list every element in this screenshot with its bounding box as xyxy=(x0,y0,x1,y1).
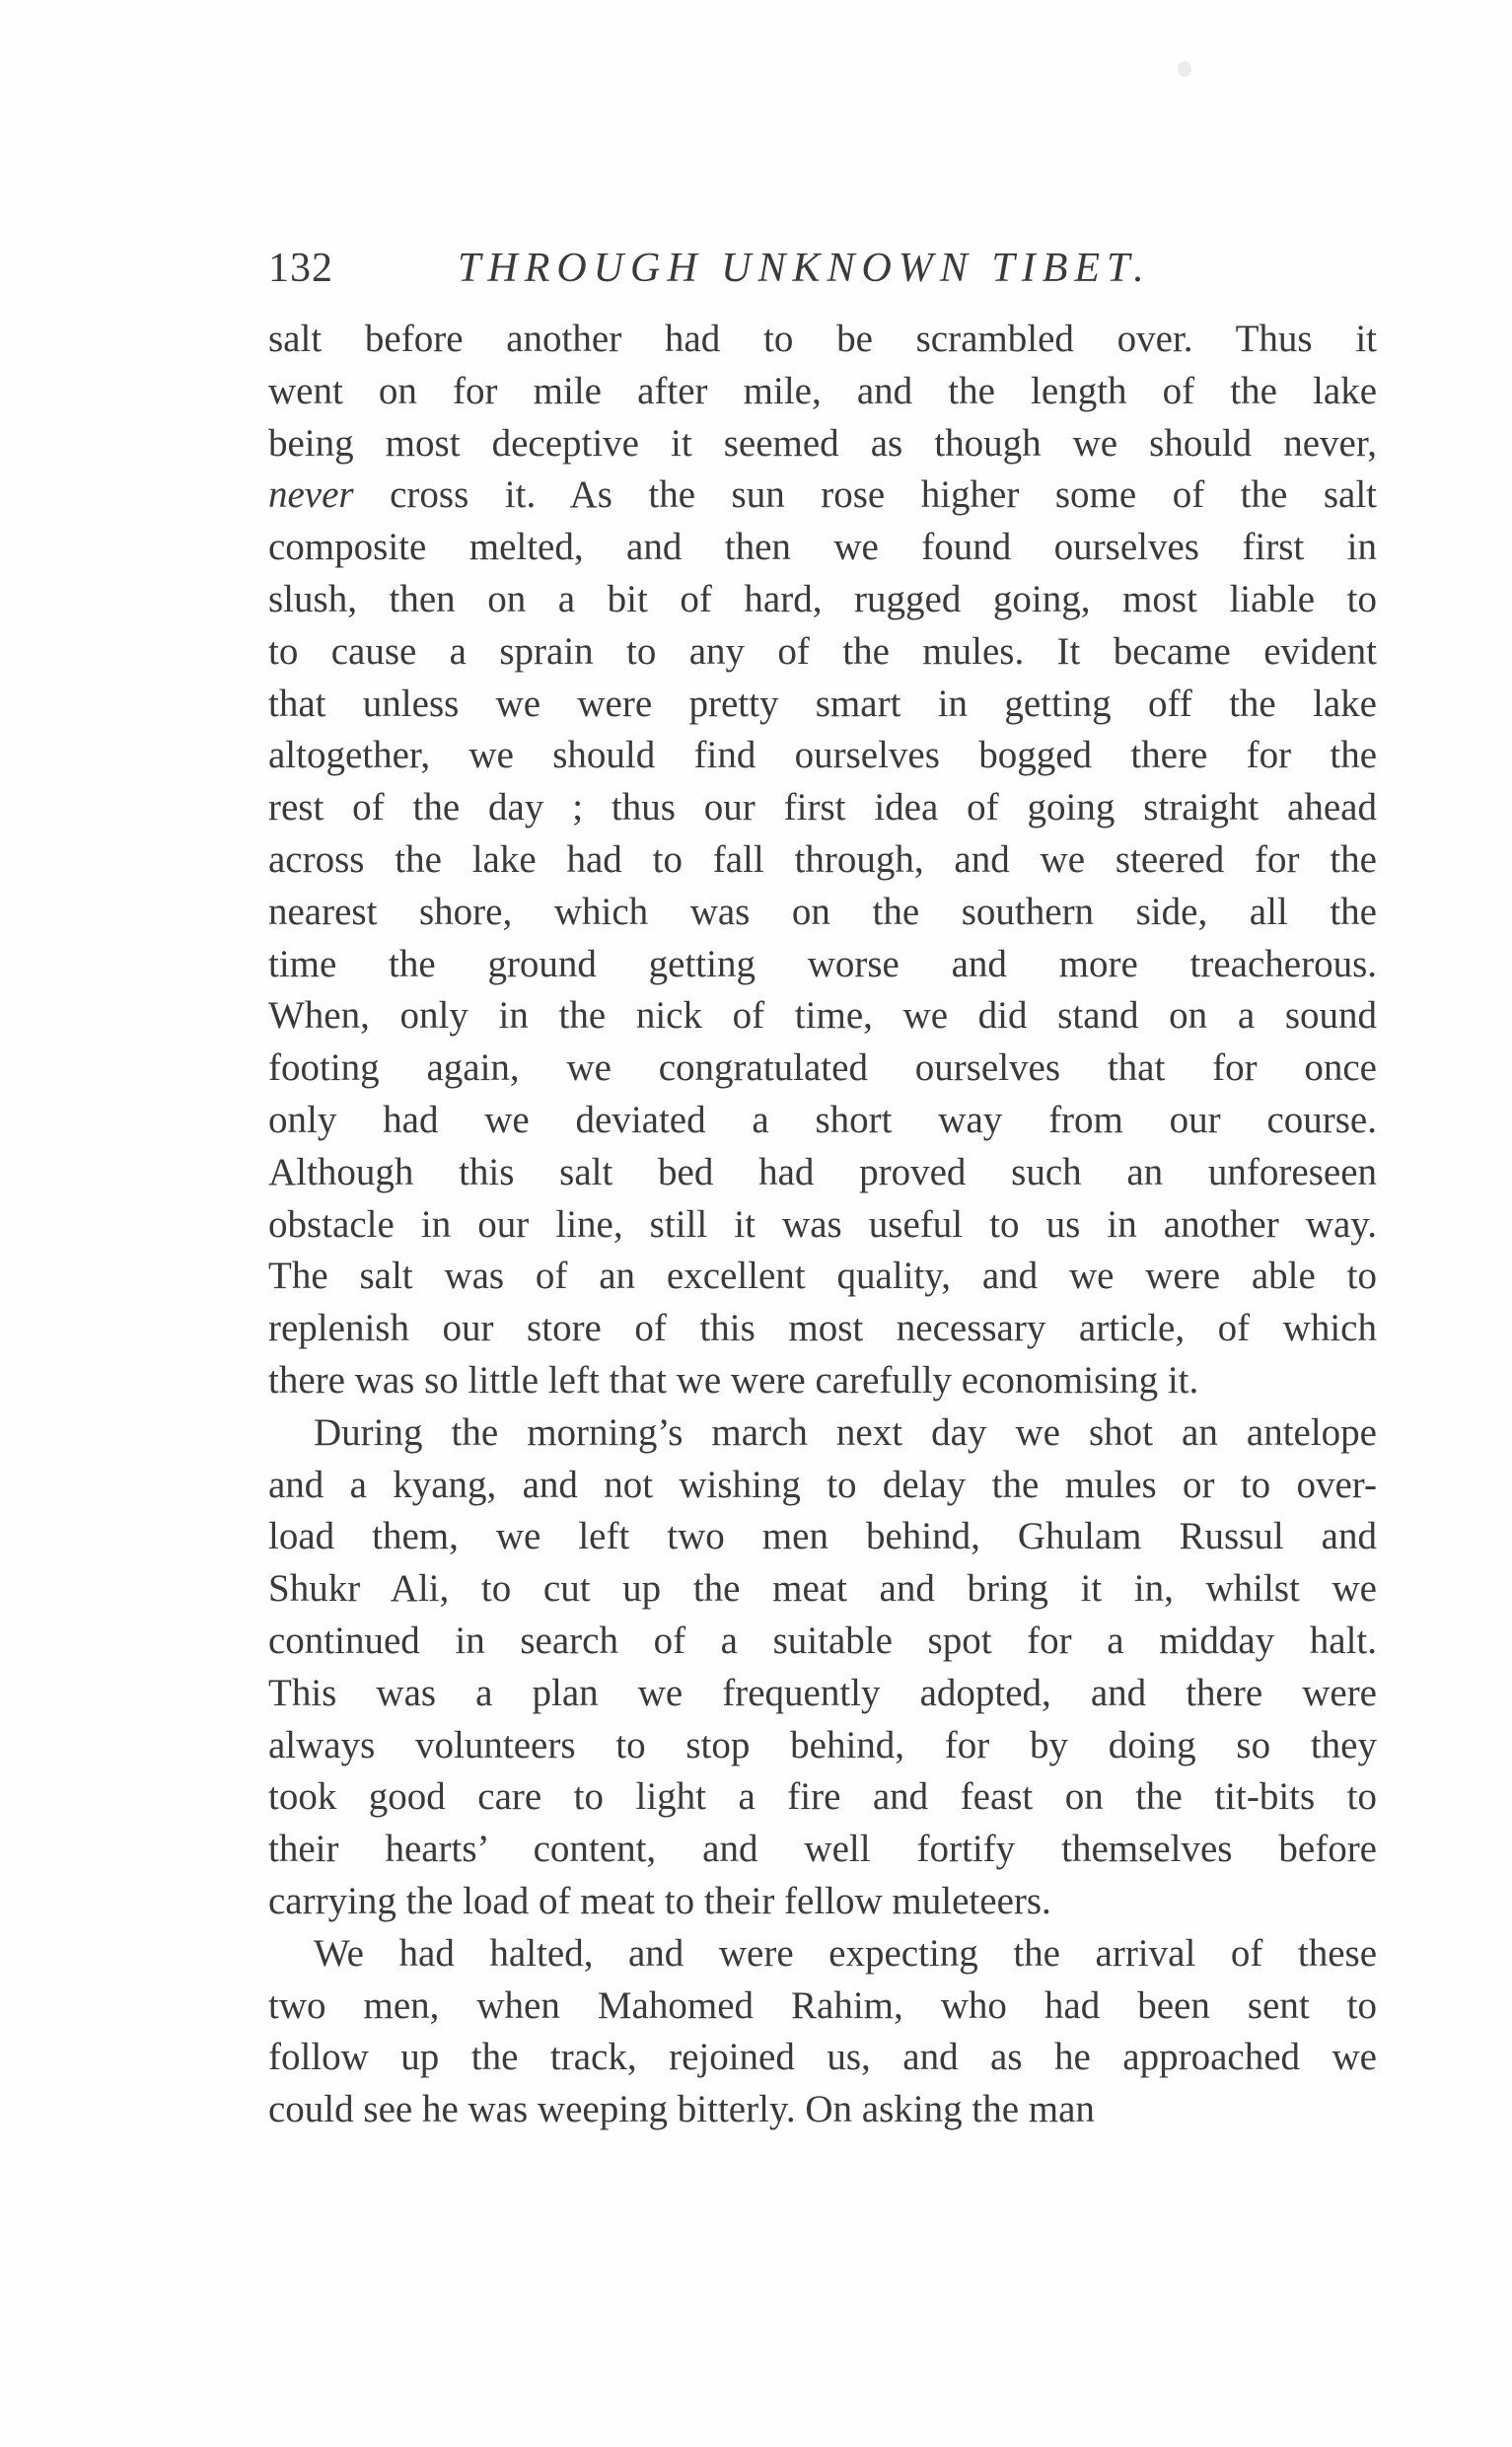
text-line: Shukr Ali, to cut up the meat and bring it in, whilst we xyxy=(268,1567,1377,1611)
running-head xyxy=(268,245,1195,294)
text-line: continued in search of a suitable spot for a midday halt. xyxy=(268,1619,1377,1662)
text-line: two men, when Mahomed Rahim, who had been sent to xyxy=(268,1983,1377,2027)
text-line: being most deceptive it seemed as though we should never, xyxy=(268,421,1377,465)
text-line: The salt was of an excellent quality, and we were able to xyxy=(268,1255,1377,1298)
paper-speck xyxy=(1178,61,1191,77)
text-line: obstacle in our line, still it was useful to us in another way. xyxy=(268,1202,1377,1246)
text-line: altogether, we should find ourselves bogged there for the xyxy=(268,734,1377,777)
text-line: time the ground getting worse and more treacherous. xyxy=(268,942,1377,985)
text-line: took good care to light a fire and feast on the tit-bits to xyxy=(268,1775,1377,1819)
text-line: their hearts’ content, and well fortify themselves before xyxy=(268,1828,1377,1871)
paragraph xyxy=(268,1407,1377,1928)
running-title: THROUGH UNKNOWN TIBET. xyxy=(458,246,1151,291)
text-line: When, only in the nick of time, we did stand on a sound xyxy=(268,994,1377,1038)
italic-emphasis: never xyxy=(268,473,354,517)
text-line: footing again, we congratulated ourselves that for once xyxy=(268,1046,1377,1090)
text-line: across the lake had to fall through, and we steered for the xyxy=(268,837,1377,881)
text-line: During the morning’s march next day we shot an antelope xyxy=(314,1410,1377,1454)
text-line: there was so little left that we were carefully economising it. xyxy=(268,1358,1199,1402)
text-line: could see he was weeping bitterly. On asking the man xyxy=(268,2088,1095,2131)
text-line: follow up the track, rejoined us, and as he approached we xyxy=(268,2036,1377,2079)
text-line: nearest shore, which was on the southern side, all the xyxy=(268,890,1377,933)
text-line: We had halted, and were expecting the arrival of these xyxy=(314,1931,1377,1975)
text-line: salt before another had to be scrambled over. Thus it xyxy=(268,318,1377,360)
page-number: 132 xyxy=(268,246,333,291)
text-line: Although this salt bed had proved such an unforeseen xyxy=(268,1150,1377,1193)
text-line: load them, we left two men behind, Ghulam Russul and xyxy=(268,1515,1377,1558)
text-line: This was a plan we frequently adopted, and there were xyxy=(268,1671,1377,1714)
text-line: replenish our store of this most necessary article, of which xyxy=(268,1307,1377,1350)
text-line: to cause a sprain to any of the mules. It became evident xyxy=(268,629,1377,673)
text-line xyxy=(268,469,1377,522)
text-line: rest of the day ; thus our first idea of going straight ahead xyxy=(268,786,1377,829)
line-remainder: cross it. As the sun rose higher some of the salt xyxy=(353,473,1377,517)
text-line: that unless we were pretty smart in getting off the lake xyxy=(268,682,1377,725)
text-line: slush, then on a bit of hard, rugged going, most liable to xyxy=(268,577,1377,620)
text-line: always volunteers to stop behind, for by doing so they xyxy=(268,1723,1377,1766)
paragraph xyxy=(268,1928,1377,2136)
text-line: only had we deviated a short way from our course. xyxy=(268,1098,1377,1141)
text-line: went on for mile after mile, and the length of the lake xyxy=(268,369,1377,412)
text-line: composite melted, and then we found ourselves first in xyxy=(268,526,1377,569)
paragraph xyxy=(268,314,1377,1407)
text-line: carrying the load of meat to their fellow muleteers. xyxy=(268,1879,1051,1922)
body-text xyxy=(268,314,1377,2136)
text-line: and a kyang, and not wishing to delay the mules or to over- xyxy=(268,1463,1377,1506)
